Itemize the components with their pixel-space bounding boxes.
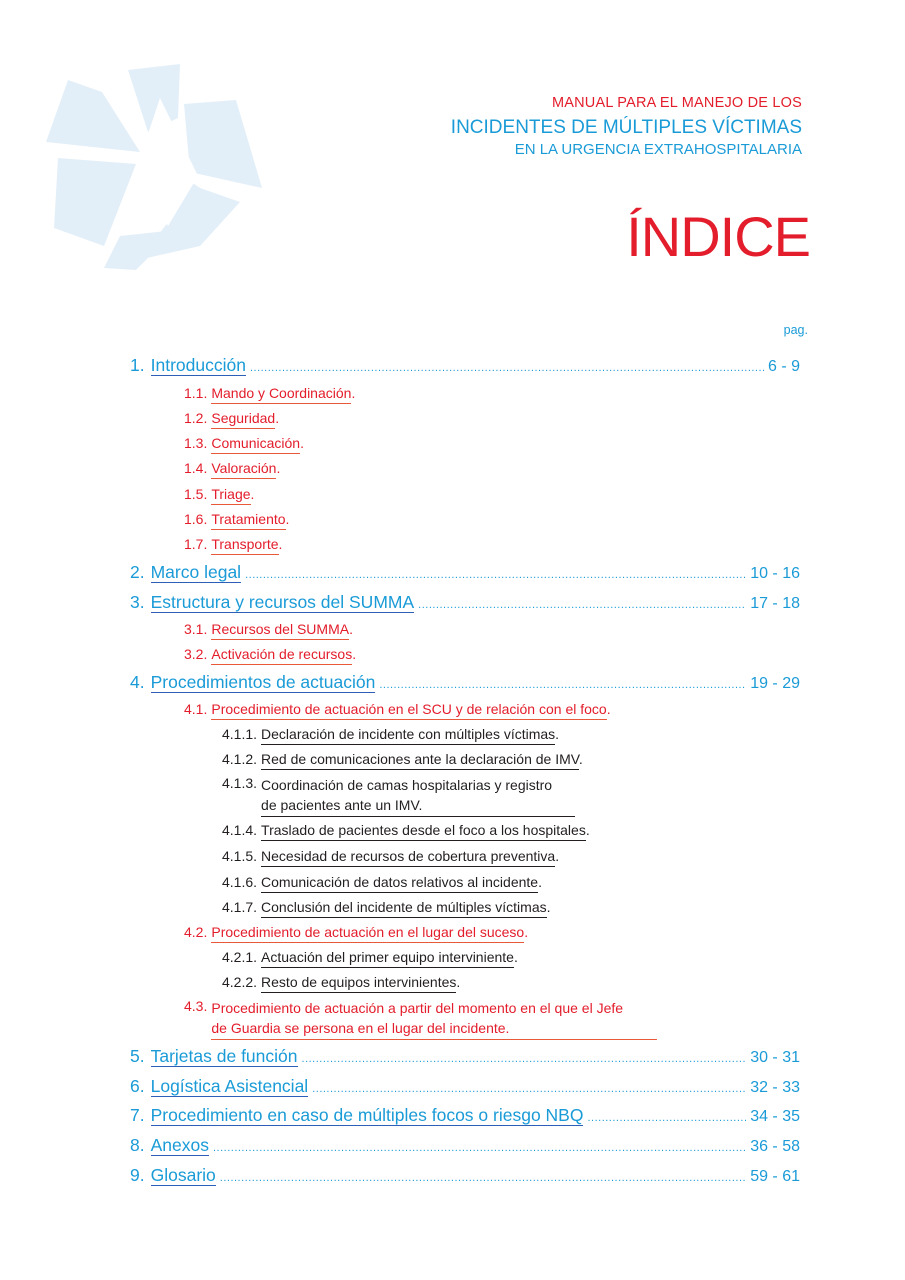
toc-section-4-1[interactable] — [184, 701, 611, 717]
toc-link[interactable]: Seguridad — [211, 410, 275, 429]
toc-leader-dots — [213, 1142, 746, 1154]
toc-link-line1: Coordinación de camas hospitalarias y registro — [261, 777, 553, 793]
page-title: ÍNDICE — [626, 205, 810, 268]
toc-period: . — [352, 646, 357, 662]
toc-period: . — [349, 621, 353, 637]
toc-section-1-5[interactable] — [184, 486, 254, 502]
toc-leader-dots — [250, 362, 764, 374]
toc-link[interactable]: Glosario — [150, 1165, 216, 1185]
toc-number: 3. — [130, 592, 145, 612]
toc-section-1-4[interactable] — [184, 460, 280, 476]
toc-section-4-1-5[interactable] — [222, 848, 559, 864]
toc-section-6[interactable] — [130, 1076, 800, 1097]
toc-link[interactable]: Red de comunicaciones ante la declaración de IMV — [261, 751, 579, 770]
star-cross-logo-icon — [40, 60, 280, 280]
toc-number: 4.1.7. — [222, 899, 258, 915]
toc-link[interactable]: Comunicación de datos relativos al incidente — [261, 874, 538, 893]
toc-period: . — [275, 410, 280, 426]
toc-section-4-1-3[interactable] — [222, 775, 575, 817]
toc-number: 2. — [130, 562, 145, 582]
toc-link[interactable]: Estructura y recursos del SUMMA — [150, 592, 415, 612]
toc-link[interactable]: Activación de recursos — [211, 646, 352, 665]
toc-period: . — [456, 974, 461, 990]
toc-section-1-6[interactable] — [184, 511, 289, 527]
toc-section-4-1-7[interactable] — [222, 899, 551, 915]
toc-link[interactable]: Traslado de pacientes desde el foco a los hospitales — [261, 822, 586, 841]
toc-pages: 32 - 33 — [750, 1079, 800, 1096]
toc-link[interactable]: Anexos — [150, 1135, 209, 1155]
toc-section-8[interactable] — [130, 1135, 800, 1156]
toc-section-9[interactable] — [130, 1165, 800, 1186]
toc-number: 6. — [130, 1076, 145, 1096]
manual-header-line3: EN LA URGENCIA EXTRAHOSPITALARIA — [514, 141, 802, 158]
toc-leader-dots — [587, 1112, 746, 1124]
toc-number: 4.1.5. — [222, 848, 258, 864]
toc-link[interactable]: Marco legal — [150, 562, 242, 582]
toc-section-4-1-2[interactable] — [222, 751, 583, 767]
toc-number: 1. — [130, 355, 145, 375]
toc-leader-dots — [379, 679, 746, 691]
toc-number: 4.2.2. — [222, 974, 258, 990]
manual-header-line2: INCIDENTES DE MÚLTIPLES VÍCTIMAS — [450, 117, 802, 138]
toc-link[interactable]: Recursos del SUMMA — [211, 621, 349, 640]
toc-link[interactable]: Procedimientos de actuación — [150, 672, 376, 692]
toc-pages: 6 - 9 — [767, 358, 800, 375]
toc-section-1[interactable] — [130, 355, 800, 376]
toc-number: 1.5. — [184, 486, 208, 502]
toc-link[interactable]: Introducción — [150, 355, 246, 375]
toc-number: 1.6. — [184, 511, 208, 527]
toc-leader-dots — [220, 1172, 746, 1184]
toc-link[interactable]: Necesidad de recursos de cobertura preventiva — [261, 848, 555, 867]
toc-period: . — [555, 726, 560, 742]
toc-period: . — [578, 751, 583, 767]
toc-link[interactable]: Mando y Coordinación — [211, 385, 351, 404]
toc-number: 4.1.1. — [222, 726, 258, 742]
toc-section-1-3[interactable] — [184, 435, 304, 451]
toc-link-line2: de Guardia se persona en el lugar del incidente. — [211, 1018, 657, 1040]
page-column-label: pag. — [783, 323, 808, 337]
toc-period: . — [250, 486, 255, 502]
toc-period: . — [276, 460, 281, 476]
toc-link[interactable]: Tarjetas de función — [150, 1046, 298, 1066]
toc-leader-dots — [418, 599, 746, 611]
toc-link-line1: Procedimiento de actuación a partir del momento en el que el Jefe — [211, 1000, 624, 1016]
toc-number: 8. — [130, 1135, 145, 1155]
toc-section-3-1[interactable] — [184, 621, 353, 637]
toc-link[interactable]: Procedimiento en caso de múltiples focos o riesgo NBQ — [150, 1105, 584, 1125]
toc-link[interactable]: Tratamiento — [211, 511, 285, 530]
toc-link[interactable]: Actuación del primer equipo interviniente — [261, 949, 514, 968]
toc-number: 4.1.3. — [222, 775, 258, 791]
toc-section-5[interactable] — [130, 1046, 800, 1067]
toc-link[interactable]: Procedimiento de actuación en el SCU y de relación con el foco — [211, 701, 606, 720]
toc-period: . — [606, 701, 611, 717]
toc-section-4-1-4[interactable] — [222, 822, 590, 838]
toc-number: 4.1.6. — [222, 874, 258, 890]
toc-period: . — [513, 949, 518, 965]
toc-link[interactable]: Comunicación — [211, 435, 300, 454]
toc-leader-dots — [302, 1053, 747, 1065]
toc-number: 3.1. — [184, 621, 208, 637]
toc-link[interactable]: Declaración de incidente con múltiples víctimas — [261, 726, 555, 745]
toc-number: 9. — [130, 1165, 145, 1185]
toc-period: . — [555, 848, 560, 864]
toc-section-2[interactable] — [130, 562, 800, 583]
toc-number: 1.1. — [184, 385, 208, 401]
toc-period: . — [285, 511, 290, 527]
toc-link[interactable]: Valoración — [211, 460, 276, 479]
toc-section-4-2-2[interactable] — [222, 974, 460, 990]
toc-number: 1.2. — [184, 410, 208, 426]
toc-section-3-2[interactable] — [184, 646, 356, 662]
toc-section-7[interactable] — [130, 1105, 800, 1126]
toc-pages: 17 - 18 — [750, 595, 800, 612]
toc-period: . — [538, 874, 542, 890]
toc-number: 7. — [130, 1105, 145, 1125]
toc-link[interactable] — [261, 775, 575, 817]
toc-number: 4.3. — [184, 998, 208, 1014]
toc-number: 4.2. — [184, 924, 208, 940]
toc-pages: 36 - 58 — [750, 1138, 800, 1155]
manual-header-line1: MANUAL PARA EL MANEJO DE LOS — [551, 95, 802, 111]
toc-section-4-2[interactable] — [184, 924, 528, 940]
toc-link[interactable] — [211, 998, 657, 1040]
toc-section-4-2-1[interactable] — [222, 949, 518, 965]
toc-number: 4.1.4. — [222, 822, 258, 838]
toc-number: 4.2.1. — [222, 949, 258, 965]
toc-number: 4. — [130, 672, 145, 692]
toc-link[interactable]: Resto de equipos intervinientes — [261, 974, 456, 993]
toc-number: 4.1. — [184, 701, 208, 717]
toc-section-1-7[interactable] — [184, 536, 282, 552]
toc-section-3[interactable] — [130, 592, 800, 613]
toc-link[interactable]: Transporte — [211, 536, 278, 555]
toc-period: . — [524, 924, 529, 940]
toc-period: . — [546, 899, 551, 915]
toc-pages: 34 - 35 — [750, 1108, 800, 1125]
toc-section-4-1-6[interactable] — [222, 874, 542, 890]
toc-section-4-1-1[interactable] — [222, 726, 559, 742]
toc-link[interactable]: Logística Asistencial — [150, 1076, 309, 1096]
toc-number: 1.4. — [184, 460, 208, 476]
toc-number: 4.1.2. — [222, 751, 258, 767]
toc-link[interactable]: Procedimiento de actuación en el lugar del suceso — [211, 924, 524, 943]
toc-section-1-1[interactable] — [184, 385, 355, 401]
toc-period: . — [585, 822, 590, 838]
toc-pages: 59 - 61 — [750, 1168, 800, 1185]
toc-pages: 10 - 16 — [750, 565, 800, 582]
toc-number: 1.3. — [184, 435, 208, 451]
toc-number: 3.2. — [184, 646, 208, 662]
toc-link[interactable]: Triage — [211, 486, 250, 505]
toc-period: . — [278, 536, 283, 552]
toc-number: 1.7. — [184, 536, 208, 552]
toc-leader-dots — [245, 569, 746, 581]
toc-number: 5. — [130, 1046, 145, 1066]
toc-period: . — [351, 385, 356, 401]
toc-link[interactable]: Conclusión del incidente de múltiples víctimas — [261, 899, 547, 918]
toc-leader-dots — [312, 1083, 746, 1095]
toc-section-1-2[interactable] — [184, 410, 279, 426]
toc-pages: 19 - 29 — [750, 675, 800, 692]
toc-pages: 30 - 31 — [750, 1049, 800, 1066]
toc-section-4-3[interactable] — [184, 998, 657, 1040]
toc-link-line2: de pacientes ante un IMV. — [261, 795, 575, 817]
toc-section-4[interactable] — [130, 672, 800, 693]
toc-period: . — [300, 435, 304, 451]
